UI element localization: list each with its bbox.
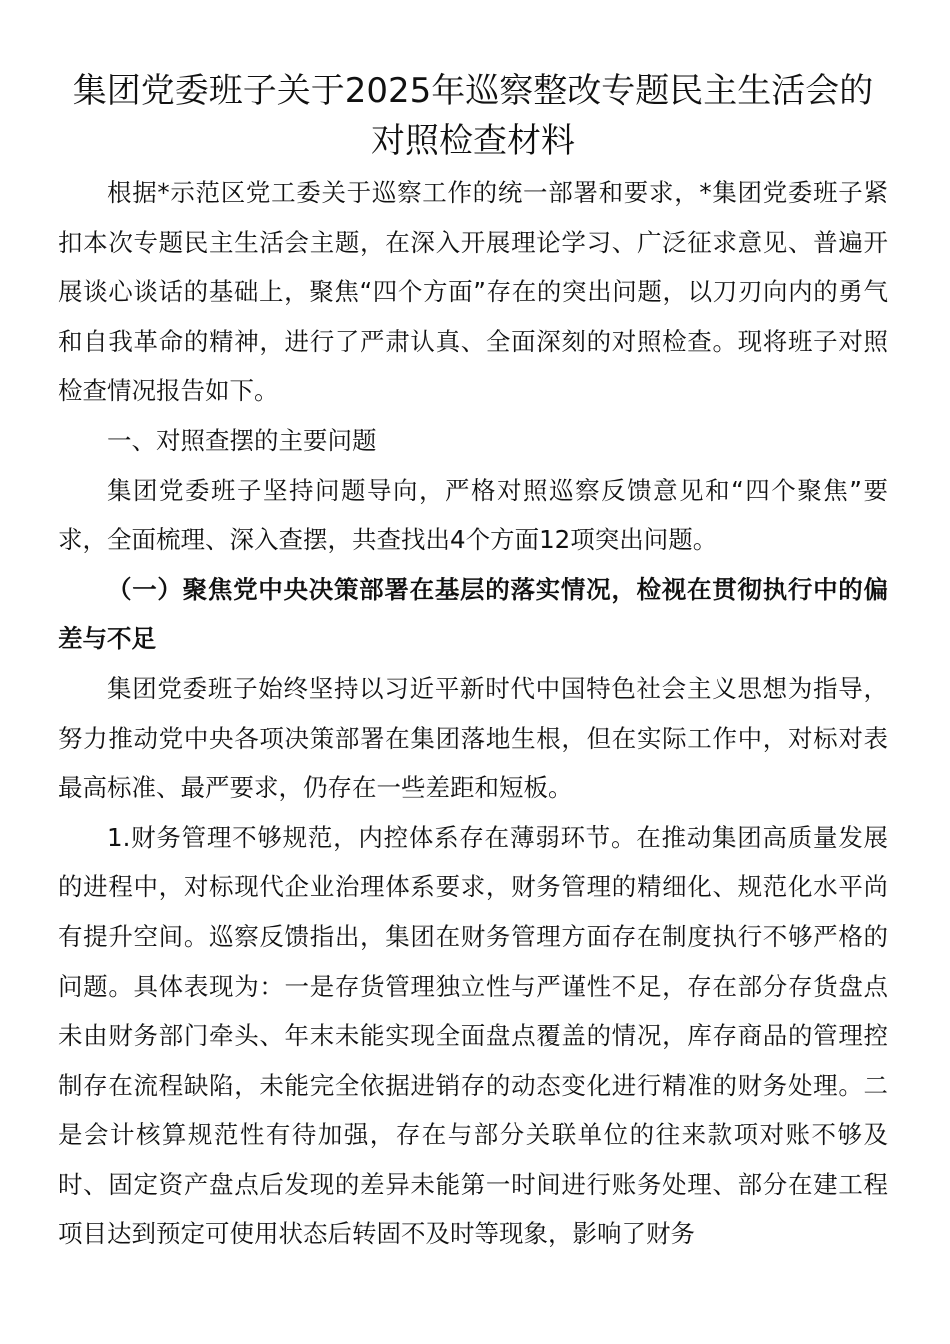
subsection-heading-1: （一）聚焦党中央决策部署在基层的落实情况，检视在贯彻执行中的偏差与不足 xyxy=(58,574,888,654)
document-title: 集团党委班子关于2025年巡察整改专题民主生活会的对照检查材料 xyxy=(72,71,874,161)
section-summary-paragraph: 集团党委班子坚持问题导向，严格对照巡察反馈意见和“四个聚焦”要求，全面梳理、深入查摆，共查找出4个方面12项突出问题。 xyxy=(58,475,888,555)
problem-item-1-paragraph: 1.财务管理不够规范，内控体系存在薄弱环节。在推动集团高质量发展的进程中，对标现代企业治理体系要求，财务管理的精细化、规范化水平尚有提升空间。巡察反馈指出，集团在财务管理方面存在制度执行不够严格的问题。具体表现为：一是存货管理独立性与严谨性不足，存在部分存货盘点未由财务部门牵头、年末未能实现全面盘点覆盖的情况，库存商品的管理控制存在流程缺陷，未能完全依据进销存的动态变化进行精准的财务处理。二是会计核算规范性有待加强，存在与部分关联单位的往来款项对账不够及时、固定资产盘点后发现的差异未能第一时间进行账务处理、部分在建工程项目达到预定可使用状态后转固不及时等现象，影响了财务 xyxy=(58,822,888,1249)
subsection-intro-paragraph: 集团党委班子始终坚持以习近平新时代中国特色社会主义思想为指导，努力推动党中央各项决策部署在集团落地生根，但在实际工作中，对标对表最高标准、最严要求，仍存在一些差距和短板。 xyxy=(58,673,888,803)
intro-paragraph: 根据*示范区党工委关于巡察工作的统一部署和要求，*集团党委班子紧扣本次专题民主生活会主题，在深入开展理论学习、广泛征求意见、普遍开展谈心谈话的基础上，聚焦“四个方面”存在的突出问题，以刀刃向内的勇气和自我革命的精神，进行了严肃认真、全面深刻的对照检查。现将班子对照检查情况报告如下。 xyxy=(58,178,888,406)
section-heading-1: 一、对照查摆的主要问题 xyxy=(107,425,377,455)
document-page xyxy=(58,66,888,1259)
